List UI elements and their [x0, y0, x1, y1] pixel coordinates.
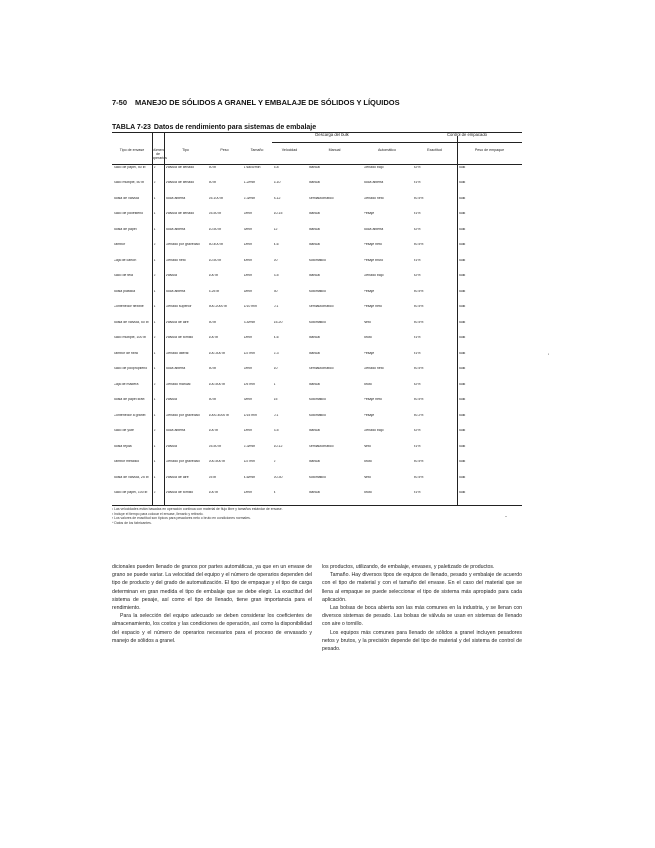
- table-cell: 1: [273, 382, 276, 386]
- table-cell: Contenedor a granel: [113, 413, 146, 417]
- table-row: [112, 243, 522, 259]
- table-cell: ±1%: [413, 444, 421, 448]
- table-cell: Saco de polipropileno: [113, 367, 148, 370]
- column-rule: [457, 136, 458, 505]
- table-cell: Bulk: [458, 212, 466, 215]
- table-cell: 1/5 min: [243, 382, 255, 386]
- table-cell: Pesaje: [363, 351, 375, 355]
- table-cell: Semiautomático: [308, 196, 334, 200]
- table-cell: Bulk: [458, 258, 466, 262]
- table-cell: 2: [153, 336, 156, 339]
- table-cell: 1/min: [243, 274, 253, 277]
- stray-mark: -: [505, 514, 507, 520]
- table-cell: Llenado lateral: [165, 351, 189, 355]
- table-cell: 1: [153, 351, 156, 355]
- table-cell: 1/min: [243, 491, 253, 494]
- group-header-right: Control de empacado: [446, 132, 488, 137]
- table-cell: 500-2000 lb: [208, 305, 227, 308]
- table-cell: 10-50 lb: [208, 227, 222, 231]
- table-cell: 4/min: [243, 258, 253, 262]
- table-cell: ±0.5%: [413, 243, 424, 246]
- table-cell: 25-50 lb: [208, 444, 222, 448]
- table-cell: Tambor: [113, 243, 126, 246]
- table-cell: ±2%: [413, 227, 421, 231]
- table-row: [112, 321, 522, 337]
- footnote: ⁴ Datos de los fabricantes.: [112, 520, 152, 525]
- table-cell: 10: [273, 367, 278, 370]
- table-cell: Tambor metálico: [113, 460, 140, 463]
- table-cell: ±0.2%: [413, 413, 424, 417]
- table-cell: Neto: [363, 320, 371, 324]
- table-cell: Bulk: [458, 444, 466, 448]
- table-cell: ±2%: [413, 274, 421, 277]
- performance-table: [112, 132, 522, 520]
- column-header: Tamaño: [250, 148, 264, 152]
- table-cell: 1: [153, 305, 156, 308]
- rule-line: [112, 132, 522, 133]
- table-cell: 1: [153, 444, 156, 448]
- table-cell: ±1%: [413, 351, 421, 355]
- table-row: [112, 352, 522, 368]
- table-cell: ±1%: [413, 258, 421, 262]
- table-cell: 100 lb: [208, 336, 219, 339]
- table-cell: ±1%: [413, 336, 421, 339]
- table-number: TABLA 7-23: [112, 124, 151, 131]
- stray-mark: ': [548, 354, 550, 360]
- table-row: [112, 460, 522, 476]
- table-cell: Bolsa plástica: [113, 289, 136, 293]
- table-cell: Llenado bajo: [363, 165, 384, 169]
- table-cell: Manual: [308, 351, 320, 355]
- paragraph: Las bolsas de boca abierta son las más comunes en la industria, y se llenan con diversos sistemas de pesado. Las bolsas de válvula se usan en sistemas de llenado con aire o tornillo.: [322, 605, 522, 628]
- table-cell: ±2%: [413, 382, 421, 386]
- table-cell: 3/min: [243, 227, 253, 231]
- table-cell: 6-10: [273, 181, 281, 184]
- table-cell: 3/min: [243, 398, 253, 401]
- table-cell: Llenado por gravedad: [165, 460, 200, 463]
- table-row: [112, 181, 522, 197]
- table-cell: Saco de papel, 50 lb: [113, 165, 146, 169]
- table-cell: 50 lb: [208, 165, 217, 169]
- table-cell: 2: [153, 181, 156, 184]
- table-cell: 15: [273, 398, 278, 401]
- running-header: [112, 98, 400, 107]
- table-cell: Boca abierta: [165, 367, 186, 370]
- table-cell: ±0.5%: [413, 289, 424, 293]
- table-cell: ±0.5%: [413, 196, 424, 200]
- table-row: [112, 383, 522, 399]
- table-cell: ±1%: [413, 212, 421, 215]
- table-row: [112, 212, 522, 228]
- table-cell: 10-15: [273, 212, 283, 215]
- column-rule: [152, 132, 153, 505]
- table-cell: Neto: [363, 444, 371, 448]
- table-cell: 50 lb: [208, 367, 217, 370]
- table-cell: Boca abierta: [165, 289, 186, 293]
- table-cell: 8-12: [273, 196, 281, 200]
- table-cell: Llenado por gravedad: [165, 413, 200, 417]
- table-cell: Automático: [308, 320, 327, 324]
- table-cell: Bruto: [363, 336, 372, 339]
- table-cell: Llenado bajo: [363, 429, 384, 432]
- table-cell: ±0.5%: [413, 460, 424, 463]
- table-cell: Válvula: [165, 274, 177, 277]
- rule-line: [112, 164, 522, 165]
- table-cell: 100 lb: [208, 491, 219, 494]
- table-cell: 1000-4000 lb: [208, 413, 229, 417]
- table-cell: Caja de cartón: [113, 258, 137, 262]
- table-cell: Bulk: [458, 320, 466, 324]
- table-cell: 2/min: [243, 367, 253, 370]
- table-cell: 1: [153, 289, 156, 293]
- table-cell: 2: [153, 243, 156, 246]
- footnote: ³ Los valores de exactitud son típicos para pesadores neto o bruto en condiciones normales.: [112, 516, 251, 520]
- table-cell: Bulk: [458, 289, 466, 293]
- table-row: [112, 336, 522, 352]
- table-cell: 1/15 min: [243, 413, 257, 417]
- table-cell: 6/min: [243, 289, 253, 293]
- table-cell: 100-300 lb: [208, 351, 226, 355]
- table-cell: 1/min: [243, 336, 253, 339]
- table-cell: Bruto: [363, 382, 372, 386]
- table-cell: 0.1: [273, 305, 279, 308]
- table-cell: Llenado manual: [165, 382, 191, 386]
- table-cell: 12: [273, 227, 278, 231]
- table-caption: [112, 124, 316, 131]
- table-cell: Bulk: [458, 491, 466, 494]
- footnote: ¹ Las velocidades están basadas en operación continua con material de flujo libre y tamaños estándar de envase.: [112, 507, 283, 511]
- table-cell: 1/min: [243, 243, 253, 246]
- table-cell: 4: [273, 491, 276, 494]
- table-cell: Manual: [308, 336, 320, 339]
- table-row: [112, 429, 522, 445]
- table-cell: 2: [153, 491, 156, 494]
- table-cell: Bruto: [363, 460, 372, 463]
- column-header: Número de operarios: [152, 148, 167, 161]
- running-title: MANEJO DE SÓLIDOS A GRANEL Y EMBALAJE DE SÓLIDOS Y LÍQUIDOS: [135, 98, 400, 107]
- table-cell: 2: [153, 165, 156, 169]
- table-cell: Caja de madera: [113, 382, 139, 386]
- table-cell: Bulk: [458, 181, 466, 184]
- paragraph: dicionales pueden llenado de granos por partes automáticas, ya que en un envase de grano se puede variar. La velocidad del equipo y el número de operarios dependen del tipo de producto y del grado de automatización. El tipo de empaque y el tipo de carga determinan en gran medida el tipo de embalaje que se debe elegir. La exactitud del sistema de pesaje, así como el tipo de llenado, tiene gran importancia para el rendimiento.: [112, 564, 312, 612]
- table-cell: Bulk: [458, 336, 466, 339]
- table-cell: Bulk: [458, 351, 466, 355]
- paragraph: los productos, utilizando, de embalaje, envases, y paletizado de productos.: [322, 564, 495, 570]
- table-cell: 2: [153, 274, 156, 277]
- table-cell: Llenado neto: [363, 196, 384, 200]
- table-cell: Saco de polietileno: [113, 212, 144, 215]
- column-header: Peso de empaque: [474, 148, 505, 152]
- table-cell: 3-5: [273, 274, 279, 277]
- table-cell: 1/2 min: [243, 351, 255, 355]
- table-cell: 4-6: [273, 336, 279, 339]
- table-cell: 20: [273, 258, 278, 262]
- table-title: Datos de rendimiento para sistemas de embalaje: [153, 124, 317, 131]
- table-cell: Manual: [308, 165, 320, 169]
- table-cell: Manual: [308, 227, 320, 231]
- table-cell: 100-500 lb: [208, 382, 226, 386]
- column-header: Tipo de envase: [119, 148, 145, 152]
- table-cell: 1-2/min: [243, 181, 256, 184]
- table-cell: 30: [273, 289, 278, 293]
- table-cell: 25 lb: [208, 475, 217, 479]
- table-cell: 50 lb: [208, 398, 217, 401]
- table-cell: Saco de papel, 100 lb: [113, 491, 148, 494]
- table-cell: Bolsa de válvula, 25 lb: [113, 475, 149, 479]
- table-cell: Pesaje neto: [363, 398, 382, 401]
- body-text-right-column: [322, 563, 522, 653]
- table-cell: Semiautomático: [308, 444, 334, 448]
- column-header: Automático: [378, 148, 396, 152]
- table-cell: Manual: [308, 243, 320, 246]
- table-cell: Válvula de llenado: [165, 165, 195, 169]
- table-row: [112, 476, 522, 492]
- column-header: Velocidad: [281, 148, 298, 152]
- table-cell: Llenado bajo: [363, 274, 384, 277]
- table-cell: Bruto: [363, 491, 372, 494]
- paragraph: Tamaño. Hay diversos tipos de equipos de llenado, pesado y embalaje de acuerdo con el tipo de material y con el tamaño del envase. En el caso del material que se llena al empaque se puede seleccionar el tipo de sistema más apropiado para cada aplicación.: [322, 572, 522, 603]
- table-cell: Bulk: [458, 398, 466, 401]
- table-cell: 2-3/min: [243, 444, 256, 448]
- table-cell: 5-8: [273, 165, 279, 169]
- table-cell: Pesaje bruto: [363, 258, 384, 262]
- table-cell: Válvula de tornillo: [165, 491, 194, 494]
- table-cell: 3-4/min: [243, 320, 256, 324]
- table-cell: 10-12: [273, 444, 283, 448]
- table-row: [112, 228, 522, 244]
- table-cell: 50 lb: [208, 181, 217, 184]
- table-cell: 2: [153, 382, 156, 386]
- table-cell: ±2%: [413, 165, 421, 169]
- table-cell: Bulk: [458, 274, 466, 277]
- table-row: [112, 398, 522, 414]
- table-cell: 1/10 min: [243, 305, 257, 308]
- table-cell: Manual: [308, 181, 320, 184]
- column-header: Manual: [328, 148, 341, 152]
- table-cell: Manual: [308, 274, 320, 277]
- table-cell: Bulk: [458, 165, 466, 169]
- table-cell: 2: [153, 429, 156, 432]
- table-cell: Manual: [308, 382, 320, 386]
- table-cell: Llenado neto: [165, 258, 186, 262]
- table-cell: Automático: [308, 258, 327, 262]
- table-cell: ±1%: [413, 491, 421, 494]
- table-cell: 2: [273, 460, 276, 463]
- table-row: [112, 197, 522, 213]
- table-cell: Válvula: [165, 444, 177, 448]
- table-cell: 2-3: [273, 351, 279, 355]
- table-cell: Saco múltiple, 50 lb: [113, 181, 145, 184]
- table-cell: Bulk: [458, 475, 466, 479]
- table-cell: Válvula de llenado: [165, 212, 195, 215]
- table-cell: Bulk: [458, 227, 466, 231]
- table-cell: Bulk: [458, 460, 466, 463]
- table-cell: Pesaje: [363, 212, 375, 215]
- table-cell: Bulk: [458, 429, 466, 432]
- footnote: ² Incluye el tiempo para colocar el envase, llenarlo y retirarlo.: [112, 511, 204, 516]
- table-cell: ±0.5%: [413, 320, 424, 324]
- table-cell: 100 lb: [208, 274, 219, 277]
- table-cell: 20-30: [273, 475, 283, 479]
- table-cell: 10-50 lb: [208, 258, 222, 262]
- table-cell: 2-3/min: [243, 196, 256, 200]
- table-cell: Válvula de tornillo: [165, 336, 194, 339]
- table-cell: Saco de yute: [113, 429, 134, 432]
- table-cell: Pesaje: [363, 289, 375, 293]
- table-cell: Llenado neto: [363, 367, 384, 370]
- table-cell: Válvula de aire: [165, 320, 189, 324]
- table-cell: Válvula de llenado: [165, 181, 195, 184]
- table-cell: Contenedor flexible: [113, 305, 144, 308]
- table-cell: Bulk: [458, 413, 466, 417]
- table-cell: Bolsa de papel kraft: [113, 398, 145, 401]
- table-cell: 1: [153, 258, 156, 262]
- table-cell: 0.1: [273, 413, 279, 417]
- table-cell: ±0.5%: [413, 398, 424, 401]
- column-header: Peso: [220, 148, 229, 152]
- table-row: [112, 414, 522, 430]
- table-cell: Boca abierta: [363, 227, 384, 231]
- table-cell: Llenado por gravedad: [165, 243, 200, 246]
- table-row: [112, 445, 522, 461]
- table-cell: 1 saco/min: [243, 165, 261, 169]
- table-cell: Válvula: [165, 398, 177, 401]
- column-header: Exactitud: [427, 148, 442, 152]
- column-header: Tipo: [182, 148, 189, 152]
- table-cell: Boca abierta: [165, 196, 186, 200]
- table-cell: ±0.5%: [413, 305, 424, 308]
- table-cell: Bolsa de papel: [113, 227, 137, 231]
- table-cell: Manual: [308, 212, 320, 215]
- table-cell: Manual: [308, 491, 320, 494]
- table-cell: 25-50 lb: [208, 212, 222, 215]
- table-cell: Llenado superior: [165, 305, 192, 308]
- table-cell: 5-25 lb: [208, 289, 220, 293]
- table-cell: 1: [153, 460, 156, 463]
- table-cell: Automático: [308, 413, 327, 417]
- column-rule: [164, 132, 165, 505]
- table-cell: Boca abierta: [165, 429, 186, 432]
- table-cell: Bulk: [458, 243, 466, 246]
- table-row: [112, 290, 522, 306]
- table-cell: Neto: [363, 475, 371, 479]
- table-cell: 1: [153, 196, 156, 200]
- table-cell: 50-400 lb: [208, 243, 224, 246]
- table-cell: Pesaje neto: [363, 305, 382, 308]
- table-cell: 100 lb: [208, 429, 219, 432]
- table-row: [112, 166, 522, 182]
- table-cell: Pesaje: [363, 413, 375, 417]
- rule-line: [272, 142, 522, 143]
- paragraph: Los equipos más comunes para llenado de sólidos a granel incluyen pesadores netos y brutos, y la precisión depende del tipo de material y del sistema de control de pesado.: [322, 629, 522, 653]
- table-cell: 4-6/min: [243, 475, 256, 479]
- table-cell: Boca abierta: [363, 181, 384, 184]
- table-cell: Semiautomático: [308, 305, 334, 308]
- group-header-left: Descarga del bulk: [315, 132, 349, 137]
- table-cell: Manual: [308, 429, 320, 432]
- table-cell: 1: [153, 227, 156, 231]
- rule-line: [112, 505, 522, 506]
- table-cell: Bulk: [458, 305, 466, 308]
- table-cell: 3-5: [273, 429, 279, 432]
- table-cell: 2/min: [243, 212, 253, 215]
- table-row: [112, 367, 522, 383]
- table-cell: Boca abierta: [165, 227, 186, 231]
- table-cell: ±0.5%: [413, 475, 424, 479]
- table-cell: 1: [153, 367, 156, 370]
- table-cell: 1/2 min: [243, 460, 255, 463]
- table-cell: Automático: [308, 398, 327, 401]
- table-row: [112, 274, 522, 290]
- table-cell: 50 lb: [208, 320, 217, 324]
- table-cell: 1: [153, 475, 156, 479]
- table-cell: 4-6: [273, 243, 279, 246]
- table-cell: Bolsa de válvula, 50 lb: [113, 320, 149, 324]
- table-cell: 1: [153, 413, 156, 417]
- table-cell: 25-100 lb: [208, 196, 224, 200]
- table-row: [112, 305, 522, 321]
- table-cell: Válvula de aire: [165, 475, 189, 479]
- table-cell: Automático: [308, 289, 327, 293]
- table-cell: Automático: [308, 475, 327, 479]
- table-row: [112, 259, 522, 275]
- table-cell: Pesaje neto: [363, 243, 382, 246]
- paragraph: Para la selección del equipo adecuado se deben considerar los coeficientes de almacenamiento, los costos y las condiciones de operación, así como la disponibilidad del espacio y el número de operarios necesarios para el proceso de envasado y manejo de sólidos a granel.: [112, 613, 312, 644]
- table-cell: 1/min: [243, 429, 253, 432]
- table-cell: 1: [153, 212, 156, 215]
- table-cell: Bulk: [458, 382, 466, 386]
- page-number: 7-50: [112, 98, 128, 107]
- table-cell: Manual: [308, 460, 320, 463]
- table-cell: 1: [153, 320, 156, 324]
- body-text-left-column: [112, 563, 312, 645]
- table-cell: Saco de tela: [113, 274, 133, 277]
- table-cell: Semiautomático: [308, 367, 334, 370]
- table-cell: Bulk: [458, 196, 466, 200]
- table-cell: 200-500 lb: [208, 460, 226, 463]
- table-cell: ±0.5%: [413, 367, 424, 370]
- table-cell: Tambor de fibra: [113, 351, 138, 355]
- table-cell: Bolsa tejida: [113, 444, 132, 448]
- table-cell: Saco múltiple, 100 lb: [113, 336, 146, 339]
- table-cell: ±2%: [413, 429, 421, 432]
- table-cell: 15-20: [273, 320, 283, 324]
- table-cell: Bolsa de válvula: [113, 196, 139, 200]
- table-cell: Bulk: [458, 367, 466, 370]
- table-cell: ±1%: [413, 181, 421, 184]
- table-cell: 1: [153, 398, 156, 401]
